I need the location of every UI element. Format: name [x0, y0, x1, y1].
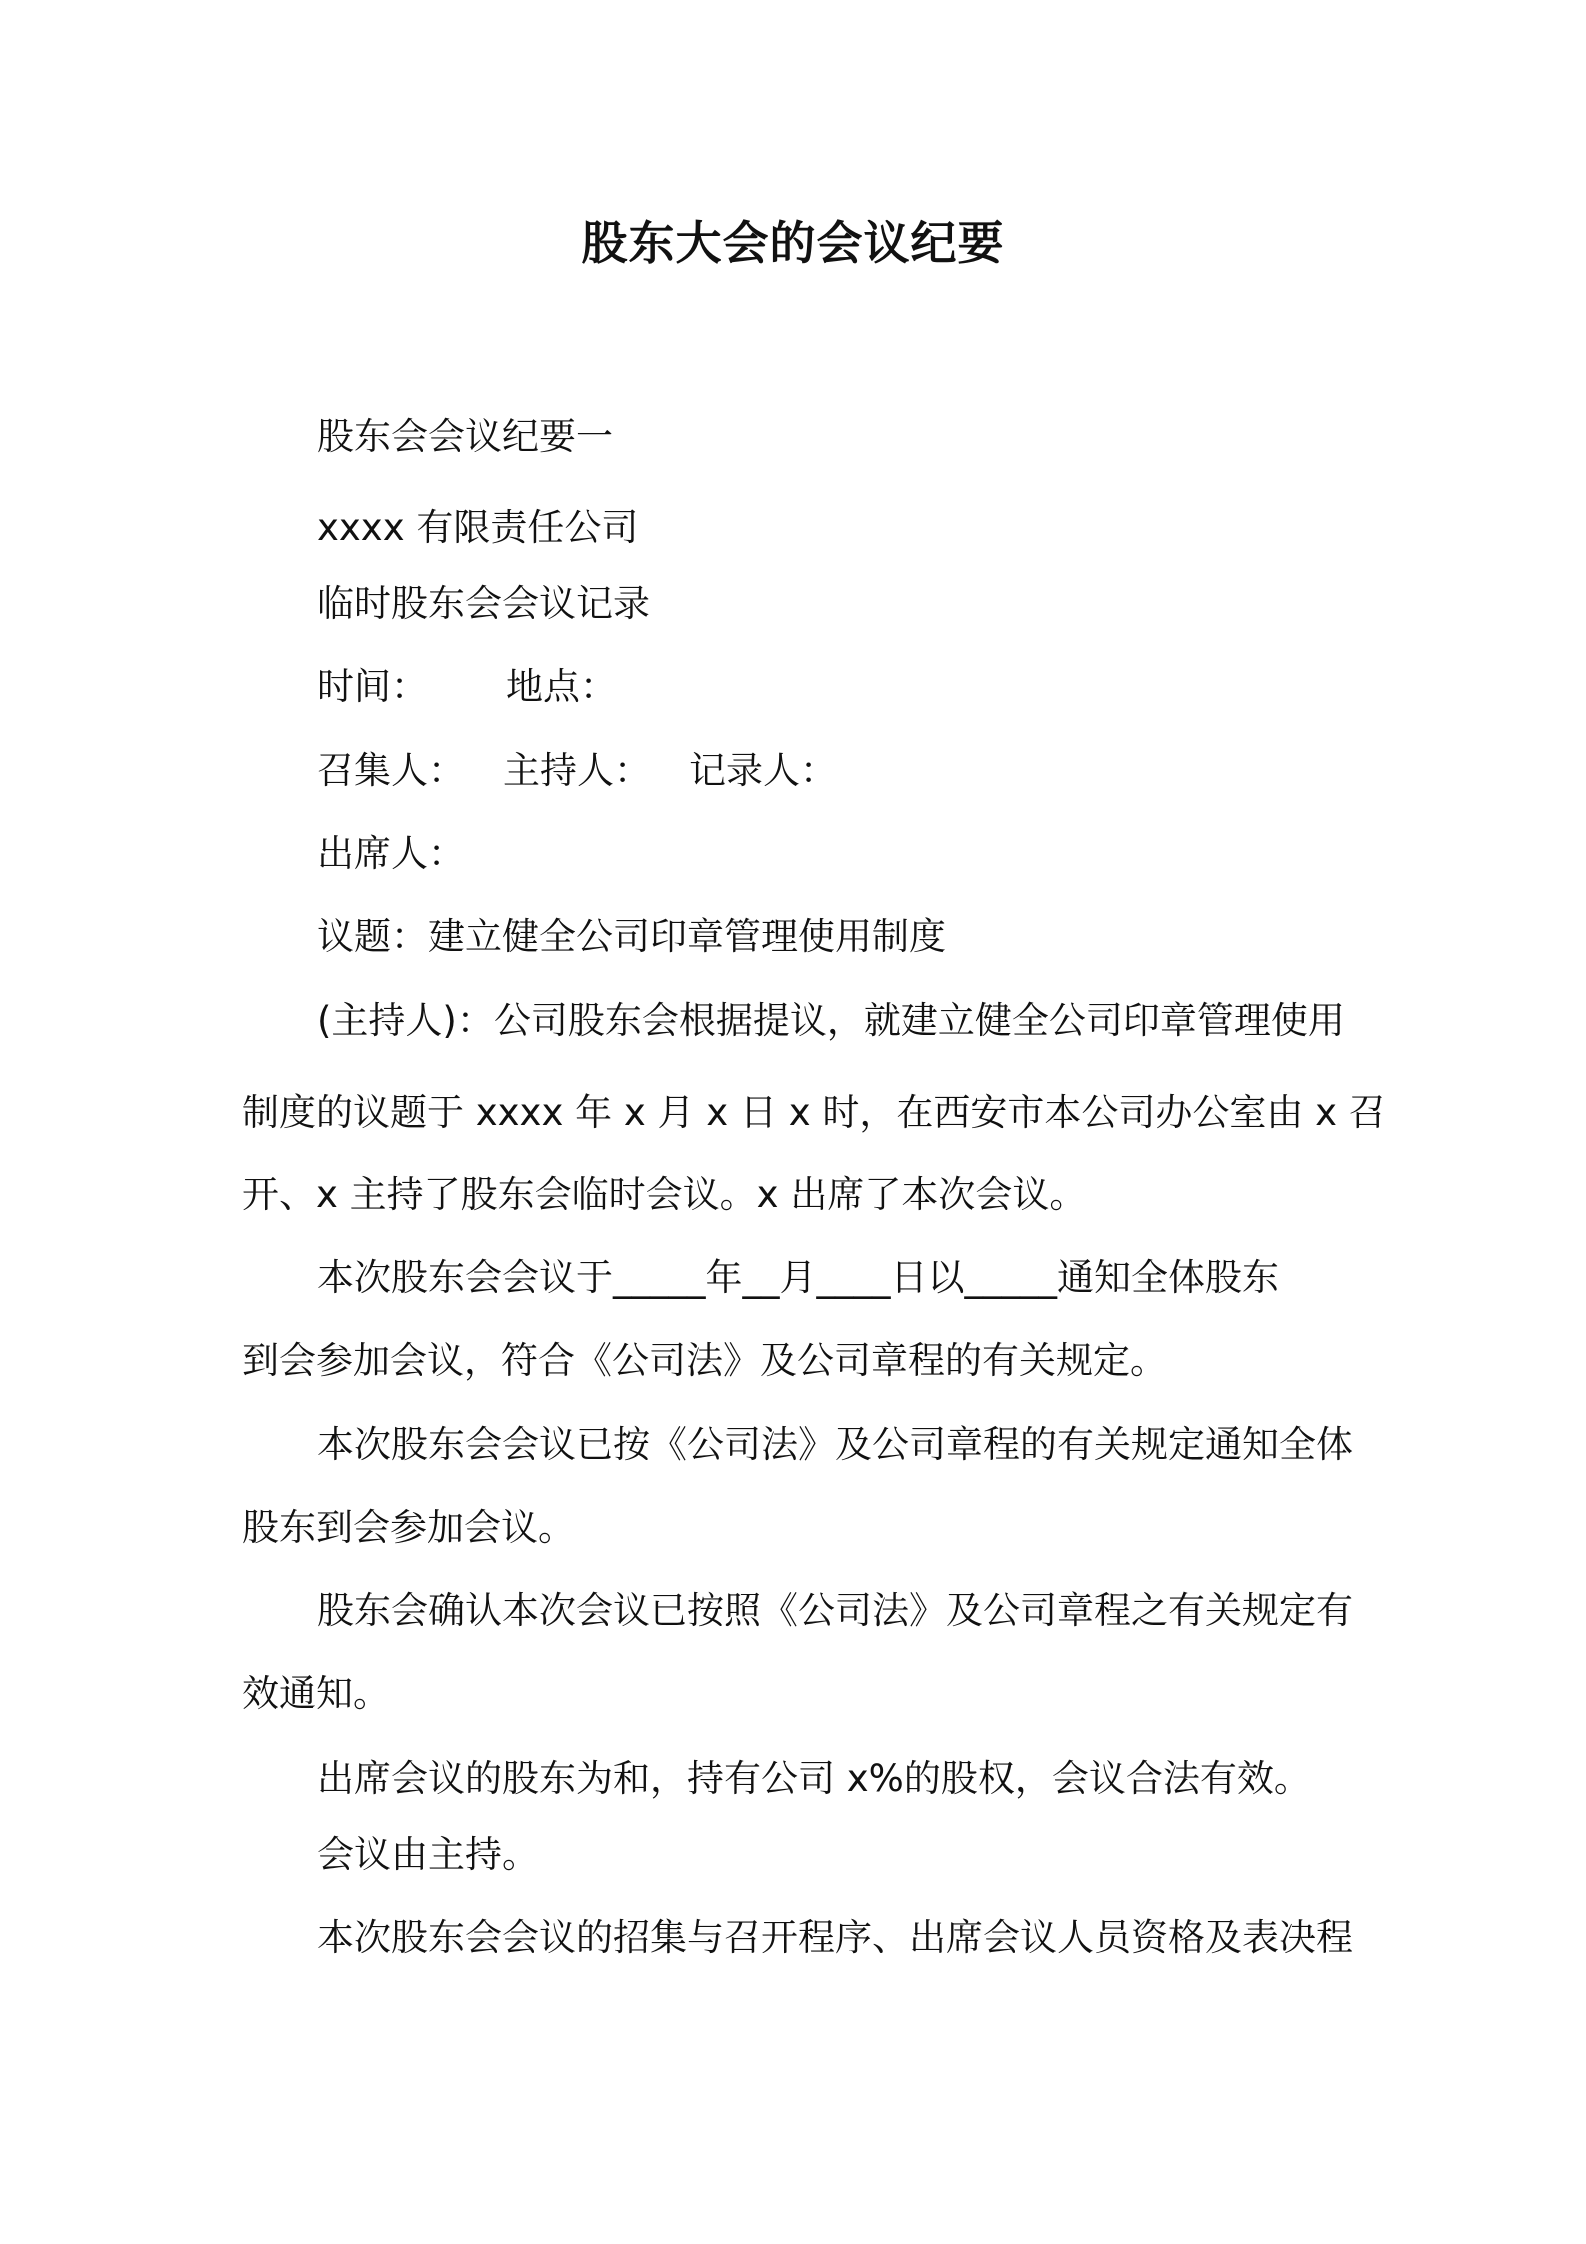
paragraph-line: 开、x 主持了股东会临时会议。x 出席了本次会议。: [242, 1173, 1087, 1216]
company-name: xxxx 有限责任公司: [317, 506, 639, 549]
paragraph-line: 本次股东会会议于_____年__月____日以_____通知全体股东: [317, 1256, 1279, 1299]
page-title: 股东大会的会议纪要: [581, 216, 1005, 270]
paragraph-line: 制度的议题于 xxxx 年 x 月 x 日 x 时，在西安市本公司办公室由 x 召: [242, 1091, 1386, 1134]
paragraph-line: 效通知。: [242, 1672, 390, 1715]
paragraph-line: 本次股东会会议的招集与召开程序、出席会议人员资格及表决程: [317, 1916, 1353, 1959]
recorder-label: 记录人：: [689, 749, 837, 792]
paragraph-line: 本次股东会会议已按《公司法》及公司章程的有关规定通知全体: [317, 1423, 1353, 1466]
paragraph-line: 出席会议的股东为和，持有公司 x%的股权，会议合法有效。: [317, 1757, 1311, 1800]
host-label: 主持人：: [503, 749, 651, 792]
paragraph-line: 股东到会参加会议。: [242, 1506, 575, 1549]
paragraph-line: 会议由主持。: [317, 1833, 539, 1876]
section-heading: 股东会会议纪要一: [317, 415, 613, 458]
topic-line: 议题：建立健全公司印章管理使用制度: [317, 915, 946, 958]
record-title: 临时股东会会议记录: [317, 582, 650, 625]
organizer-line: [317, 746, 837, 796]
place-label: 地点：: [506, 665, 617, 708]
time-label: 时间：: [317, 665, 428, 708]
convener-label: 召集人：: [317, 749, 465, 792]
attendees-label: 出席人：: [317, 832, 465, 875]
paragraph-line: (主持人)：公司股东会根据提议，就建立健全公司印章管理使用: [317, 999, 1345, 1042]
paragraph-line: 到会参加会议，符合《公司法》及公司章程的有关规定。: [242, 1339, 1167, 1382]
time-place-line: [317, 662, 617, 712]
paragraph-line: 股东会确认本次会议已按照《公司法》及公司章程之有关规定有: [317, 1589, 1353, 1632]
